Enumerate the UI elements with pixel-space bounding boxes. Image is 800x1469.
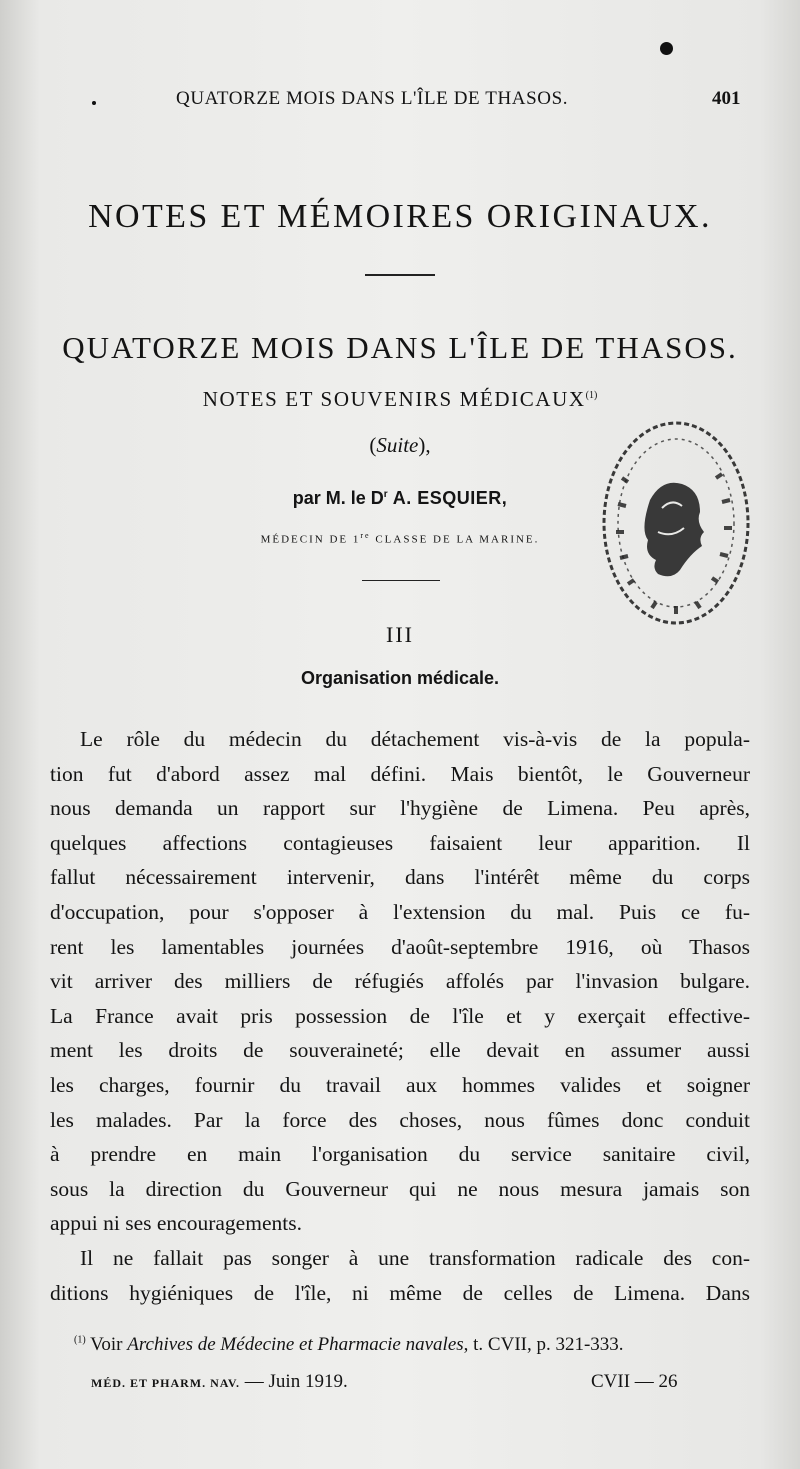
body-line: à prendre en main l'organisation du service sanitaire civil, [50, 1142, 750, 1167]
footer-signature: CVII — 26 [591, 1371, 678, 1392]
page-footer [0, 1371, 800, 1397]
footnote-journal: Archives de Médecine et Pharmacie navales [127, 1334, 464, 1355]
body-line: tion fut d'abord assez mal défini. Mais bientôt, le Gouverneur [50, 761, 750, 786]
footnote-text-a: Voir [90, 1334, 123, 1355]
ink-speck [92, 101, 96, 105]
body-line: d'occupation, pour s'opposer à l'extension du mal. Puis ce fu- [50, 899, 750, 924]
body-line: Il ne fallait pas songer à une transformation radicale des con- [80, 1245, 750, 1270]
running-head-title: QUATORZE MOIS DANS L'ÎLE DE THASOS. [176, 88, 569, 109]
body-line: ment les droits de souveraineté; elle devait en assumer aussi [50, 1038, 750, 1063]
affiliation-part-b: CLASSE DE LA MARINE. [375, 533, 540, 546]
body-line: les malades. Par la force des choses, nous fûmes donc conduit [50, 1107, 750, 1132]
library-stamp [592, 408, 758, 638]
footer-date: — Juin 1919. [244, 1371, 348, 1392]
body-line: quelques affections contagieuses faisaient leur apparition. Il [50, 830, 750, 855]
suite-line: (Suite), [369, 433, 431, 457]
author-name: A. ESQUIER, [392, 488, 508, 508]
chapter-title: Organisation médicale. [300, 668, 500, 688]
page-number: 401 [712, 88, 741, 109]
affiliation-sup: re [360, 531, 371, 540]
section-title: NOTES ET MÉMOIRES ORIGINAUX. [88, 198, 712, 235]
running-head [0, 88, 800, 112]
footnote-text-b: , t. CVII, p. 321-333. [463, 1334, 624, 1355]
body-text [50, 722, 750, 1310]
suite-label: Suite [376, 433, 419, 457]
subtitle-text: NOTES ET SOUVENIRS MÉDICAUX [202, 387, 586, 411]
section-divider [365, 274, 435, 276]
footnote [74, 1334, 750, 1356]
body-line: les charges, fournir du travail aux hommes valides et soigner [50, 1072, 750, 1097]
body-line: sous la direction du Gouverneur qui ne nous mesura jamais son [50, 1176, 750, 1201]
footer-journal [91, 1371, 348, 1393]
footer-journal-abbr: MÉD. ET PHARM. NAV. [91, 1376, 241, 1390]
body-line: rent les lamentables journées d'août-septembre 1916, où Thasos [50, 934, 750, 959]
author-prefix: par M. le D [292, 488, 384, 508]
body-line: La France avait pris possession de l'île et y exerçait effective- [50, 1003, 750, 1028]
body-line: nous demanda un rapport sur l'hygiène de Limena. Peu après, [50, 796, 750, 821]
author-prefix-sup: r [383, 489, 388, 500]
article-title: QUATORZE MOIS DANS L'ÎLE DE THASOS. [62, 330, 738, 365]
footnote-marker: (1) [74, 1334, 86, 1346]
chapter-number: III [386, 622, 414, 647]
body-line: vit arriver des milliers de réfugiés affolés par l'invasion bulgare. [50, 969, 750, 994]
stamp-seal-icon [592, 408, 758, 638]
body-line: Le rôle du médecin du détachement vis-à-vis de la popula- [80, 727, 750, 751]
footnote-ref: (1) [585, 390, 598, 401]
author-divider [362, 580, 440, 581]
ink-spot [660, 42, 673, 55]
body-line: appui ni ses encouragements. [50, 1211, 302, 1236]
body-line: ditions hygiéniques de l'île, ni même de celles de Limena. Dans [50, 1280, 750, 1305]
affiliation-part-a: MÉDECIN DE 1 [260, 533, 361, 546]
body-line: fallut nécessairement intervenir, dans l'intérêt même du corps [50, 865, 750, 890]
